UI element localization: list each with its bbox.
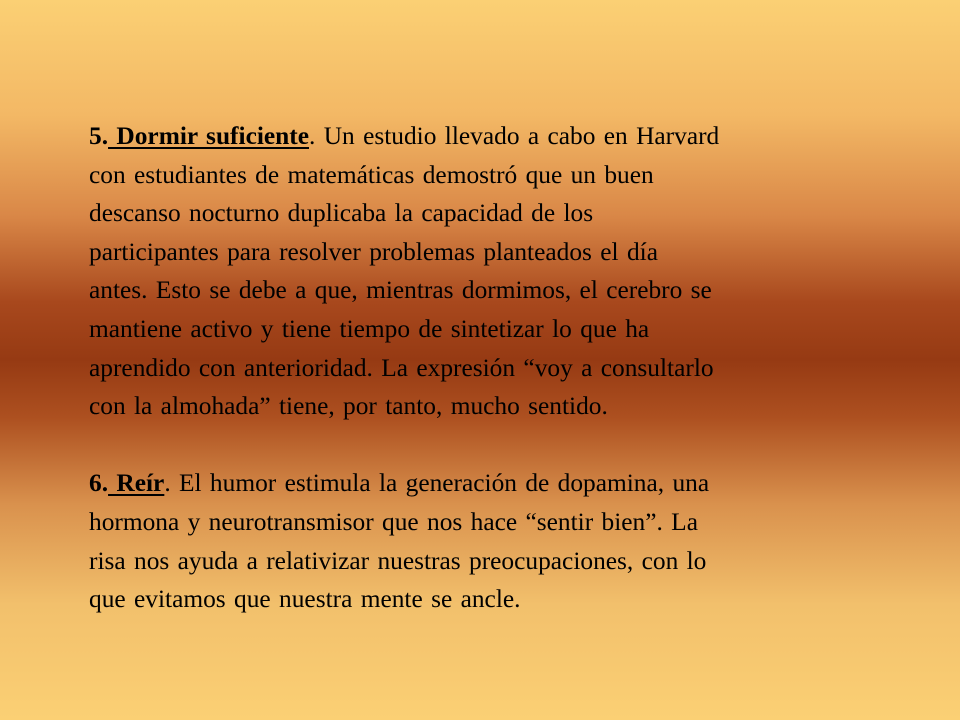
paragraph-line: con estudiantes de matemáticas demostró que un buen [89, 160, 654, 189]
paragraph-dormir-suficiente [89, 117, 879, 426]
paragraph-line: participantes para resolver problemas planteados el día [89, 237, 658, 266]
paragraph-line: descanso nocturno duplicaba la capacidad de los [89, 199, 594, 228]
item-heading: Reír [108, 469, 165, 498]
paragraph-line: risa nos ayuda a relativizar nuestras preocupaciones, con lo [89, 546, 707, 575]
item-number: 5. [89, 122, 109, 150]
item-heading: Dormir suficiente [108, 122, 310, 150]
paragraph-line: hormona y neurotransmisor que nos hace “sentir bien”. La [89, 507, 698, 536]
paragraph-line [89, 117, 879, 156]
paragraph-reir [89, 464, 879, 618]
paragraph-line: antes. Esto se debe a que, mientras dormimos, el cerebro se [89, 276, 712, 305]
line-text: . Un estudio llevado a cabo en Harvard [309, 122, 720, 150]
item-number: 6. [89, 469, 109, 498]
paragraph-line: mantiene activo y tiene tiempo de sintetizar lo que ha [89, 314, 650, 343]
line-text: . El humor estimula la generación de dopamina, una [164, 469, 710, 498]
paragraph-line [89, 464, 879, 503]
paragraph-line: aprendido con anterioridad. La expresión “voy a consultarlo [89, 353, 714, 382]
slide-body [89, 117, 879, 619]
paragraph-line: con la almohada” tiene, por tanto, mucho sentido. [89, 392, 608, 421]
paragraph-line: que evitamos que nuestra mente se ancle. [89, 585, 521, 614]
